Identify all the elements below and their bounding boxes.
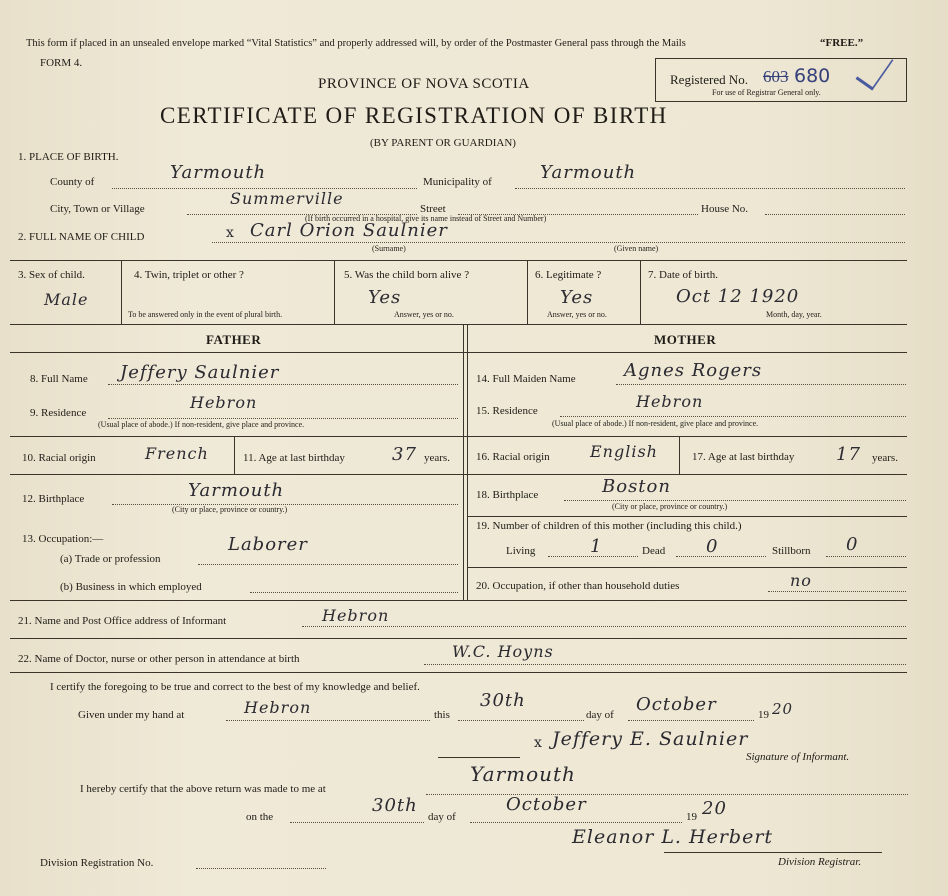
city-label: City, Town or Village [50,203,145,215]
father-name-label: 8. Full Name [30,373,88,385]
certificate-subtitle: (BY PARENT OR GUARDIAN) [370,137,516,149]
father-residence-label: 9. Residence [30,407,87,419]
division-registration-label: Division Registration No. [40,857,154,869]
informant-signature: Jeffery E. Saulnier [552,728,749,750]
mother-racial-value: English [590,442,658,461]
day-of-label: day of [586,709,614,721]
mother-residence-note: (Usual place of abode.) If non-resident, give place and province. [552,419,759,428]
mother-occupation-label: 20. Occupation, if other than household duties [476,580,680,592]
stillborn-value: 0 [846,534,859,555]
dob-label: 7. Date of birth. [648,269,718,281]
sex-value: Male [44,290,89,309]
given-year-suffix: 20 [772,700,794,718]
given-name-caption: (Given name) [614,244,659,253]
return-month-value: October [506,794,587,815]
child-name-value: Carl Orion Saulnier [250,220,448,241]
father-birthplace-note: (City or place, province or country.) [172,505,288,514]
legitimate-label: 6. Legitimate ? [535,269,602,281]
twin-label: 4. Twin, triplet or other ? [134,269,244,281]
place-of-birth-label: 1. PLACE OF BIRTH. [18,151,119,163]
county-label: County of [50,176,95,188]
hospital-note: (If birth occurred in a hospital, give its name instead of Street and Number) [305,214,547,223]
stillborn-label: Stillborn [772,545,811,557]
mother-birthplace-note: (City or place, province or country.) [612,502,728,511]
mother-heading: MOTHER [654,332,717,347]
given-day-value: 30th [480,690,526,711]
mother-racial-label: 16. Racial origin [476,451,550,463]
municipality-label: Municipality of [423,176,492,188]
father-occupation-label: 13. Occupation:— [22,533,104,545]
child-name-mark: x [226,225,235,241]
registrar-signature: Eleanor L. Herbert [572,826,774,848]
return-day-of-label: day of [428,811,456,823]
doctor-label: 22. Name of Doctor, nurse or other person in attendance at birth [18,653,300,665]
on-the-label: on the [246,811,274,823]
given-under-label: Given under my hand at [78,709,185,721]
doctor-value: W.C. Hoyns [452,642,554,661]
city-value: Summerville [230,189,344,208]
mother-name-value: Agnes Rogers [624,360,763,381]
dead-value: 0 [706,536,719,557]
registrar-use-note: For use of Registrar General only. [712,88,821,97]
certify-text: I certify the foregoing to be true and correct to the best of my knowledge and belief. [50,681,420,693]
twin-note: To be answered only in the event of plural birth. [128,310,283,319]
alive-note: Answer, yes or no. [394,310,454,319]
mother-age-value: 17 [836,444,861,465]
father-age-label: 11. Age at last birthday [243,452,345,464]
mother-residence-value: Hebron [636,392,704,411]
this-label: this [434,709,450,721]
father-residence-value: Hebron [190,393,258,412]
mother-residence-label: 15. Residence [476,405,538,417]
return-year-prefix: 19 [686,811,697,823]
father-residence-note: (Usual place of abode.) If non-resident, give place and province. [98,420,305,429]
mother-birthplace-label: 18. Birthplace [476,489,539,501]
legitimate-note: Answer, yes or no. [547,310,607,319]
father-name-value: Jeffery Saulnier [120,362,280,383]
father-business-label: (b) Business in which employed [60,581,202,593]
dob-value: Oct 12 1920 [676,286,800,307]
surname-caption: (Surname) [372,244,406,253]
alive-value: Yes [368,287,402,308]
registered-label: Registered No. [670,72,748,87]
legitimate-value: Yes [560,287,594,308]
father-heading: FATHER [206,332,262,347]
given-year-prefix: 19 [758,709,769,721]
father-age-value: 37 [392,444,417,465]
dead-label: Dead [642,545,666,557]
street-label: Street [420,203,446,215]
postal-free: “FREE.” [820,37,864,49]
form-number: FORM 4. [40,57,83,69]
return-day-value: 30th [372,795,418,816]
mother-years: years. [872,452,898,464]
return-place-value: Yarmouth [470,762,576,786]
mother-children-label: 19. Number of children of this mother (including this child.) [476,520,742,532]
mother-birthplace-value: Boston [602,476,671,497]
informant-signature-caption: Signature of Informant. [746,751,850,763]
check-mark-icon [856,49,894,91]
living-label: Living [506,545,536,557]
father-years: years. [424,452,450,464]
alive-label: 5. Was the child born alive ? [344,269,470,281]
registered-number-struck: 603 [763,67,789,86]
registered-box [655,58,907,102]
given-place-value: Hebron [244,698,312,717]
living-value: 1 [590,536,603,557]
informant-label: 21. Name and Post Office address of Informant [18,615,227,627]
mother-occupation-value: no [790,571,812,590]
mother-name-label: 14. Full Maiden Name [476,373,576,385]
certificate-title: CERTIFICATE OF REGISTRATION OF BIRTH [160,103,668,128]
return-year-suffix: 20 [702,798,727,819]
house-number-label: House No. [701,203,749,215]
mother-age-label: 17. Age at last birthday [692,451,795,463]
county-value: Yarmouth [170,162,267,183]
informant-value: Hebron [322,606,390,625]
father-racial-value: French [145,444,209,463]
return-text: I hereby certify that the above return was made to me at [80,783,326,795]
father-trade-value: Laborer [228,534,308,555]
province-heading: PROVINCE OF NOVA SCOTIA [318,76,530,92]
father-racial-label: 10. Racial origin [22,452,96,464]
informant-signature-mark: x [534,735,543,751]
dob-note: Month, day, year. [766,310,822,319]
sex-label: 3. Sex of child. [18,269,85,281]
division-registrar-caption: Division Registrar. [778,856,862,868]
municipality-value: Yarmouth [540,162,637,183]
father-birthplace-value: Yarmouth [188,480,285,501]
child-name-label: 2. FULL NAME OF CHILD [18,231,145,243]
father-birthplace-label: 12. Birthplace [22,493,85,505]
postal-notice: This form if placed in an unsealed envelope marked “Vital Statistics” and properly addressed will, by order of the Postmaster General pass through the Mails [26,38,686,49]
given-month-value: October [636,694,717,715]
father-trade-label: (a) Trade or profession [60,553,161,565]
registered-number: 680 [794,65,831,87]
